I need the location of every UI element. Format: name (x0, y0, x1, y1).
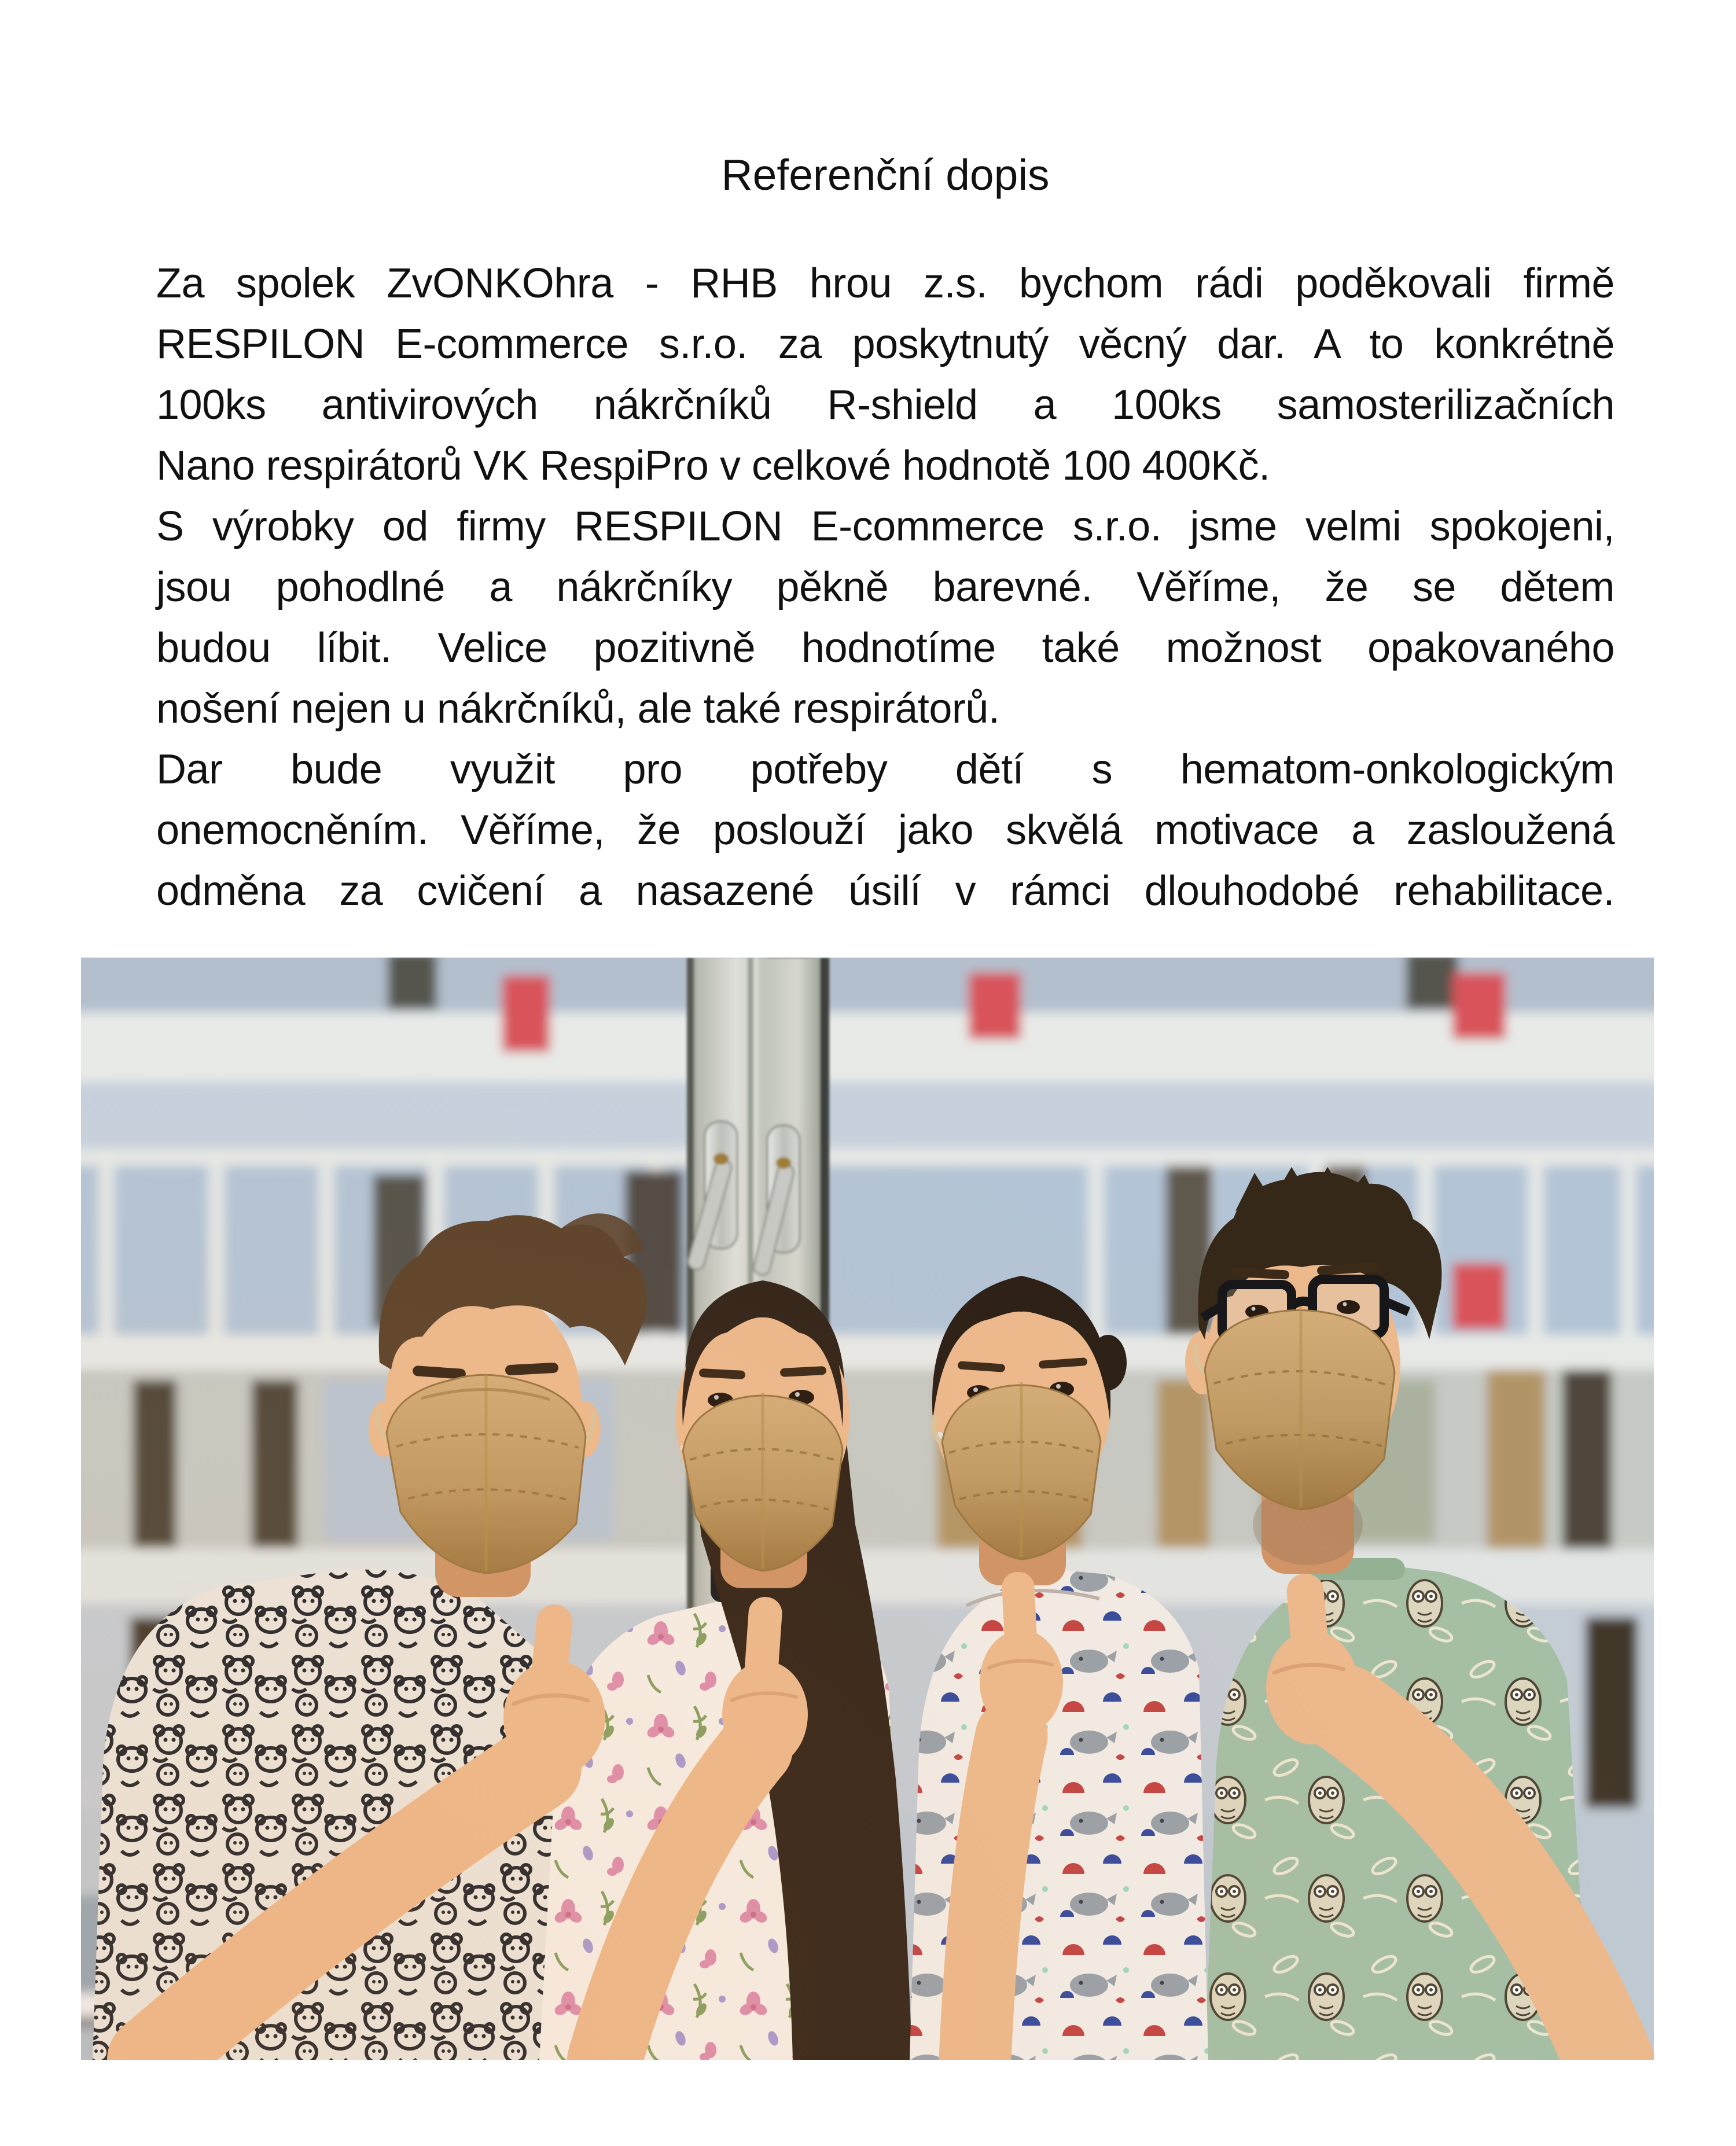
warm-light-overlay (81, 958, 1654, 2060)
letter-line: nošení nejen u nákrčníků, ale také respirátorů. (156, 686, 1000, 732)
letter-line: Za spolek ZvONKOhra - RHB hrou z.s. bychom rádi poděkovali firmě (156, 260, 1614, 307)
letter-line: onemocněním. Věříme, že poslouží jako skvělá motivace a zasloužená (156, 807, 1614, 853)
letter-line: Nano respirátorů VK RespiPro v celkové hodnotě 100 400Kč. (156, 443, 1270, 489)
letter-line: S výrobky od firmy RESPILON E-commerce s.r.o. jsme velmi spokojeni, (156, 503, 1614, 550)
letter-line: Dar bude využit pro potřeby dětí s hematom-onkologickým (156, 746, 1614, 793)
team-photo-illustration (81, 958, 1654, 2060)
page-title: Referenční dopis (721, 150, 1050, 199)
letter-line: odměna za cvičení a nasazené úsilí v rámci dlouhodobé rehabilitace. (156, 868, 1614, 914)
team-photo (81, 958, 1654, 2060)
letter-body (156, 253, 1614, 922)
letter-line: RESPILON E-commerce s.r.o. za poskytnutý věcný dar. A to konkrétně (156, 321, 1614, 367)
letter-line: jsou pohodlné a nákrčníky pěkně barevné. Věříme, že se dětem (156, 564, 1614, 610)
letter-line: 100ks antivirových nákrčníků R-shield a 100ks samosterilizačních (156, 382, 1614, 428)
letter-line: budou líbit. Velice pozitivně hodnotíme také možnost opakovaného (156, 625, 1614, 671)
